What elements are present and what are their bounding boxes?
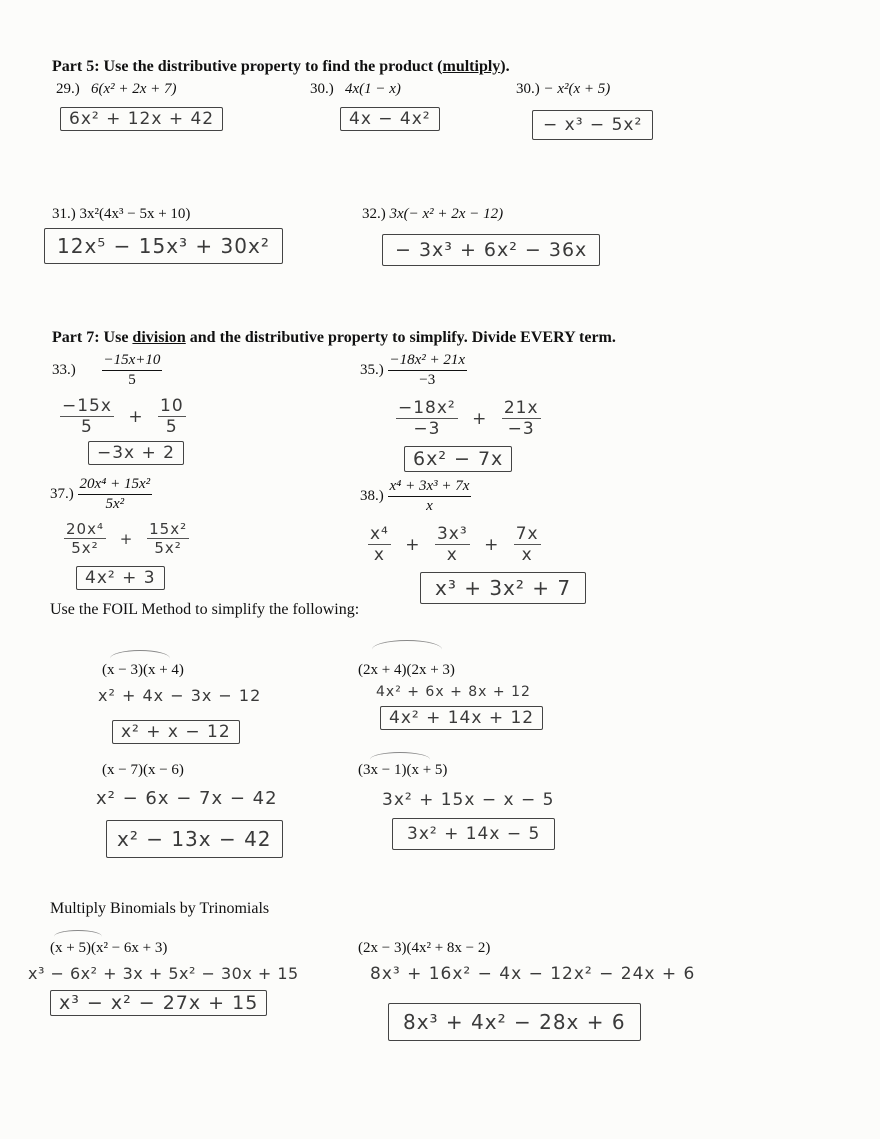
- work-38: $\frac{\text{x⁴}}{x}$ + $\frac{\text{3x³}}{x}$ + $\frac{7x}{x}$: [370, 524, 539, 565]
- trinomial-answer-2: 8x³ + 4x² − 28x + 6: [388, 1003, 641, 1041]
- trinomial-work-2: 8x³ + 16x² − 4x − 12x² − 24x + 6: [370, 964, 696, 984]
- trinomial-problem-1: (x + 5)(x² − 6x + 3): [50, 940, 168, 956]
- problem-38: 38.) $\frac{\text{x⁴ + 3x³ + 7x}}{x}$: [360, 478, 470, 514]
- answer-38: x³ + 3x² + 7: [420, 572, 586, 604]
- foil-work-3: x² − 6x − 7x − 42: [96, 788, 278, 809]
- answer-35: 6x² − 7x: [404, 446, 512, 472]
- work-33: $\frac{-15x}{5}$ + $\frac{10}{5}$: [62, 396, 184, 437]
- part7-heading-keyword: division: [132, 329, 186, 346]
- trinomial-work-1: x³ − 6x² + 3x + 5x² − 30x + 15: [28, 964, 299, 983]
- answer-37: 4x² + 3: [76, 566, 165, 590]
- foil-problem-2: (2x + 4)(2x + 3): [358, 662, 455, 678]
- foil-problem-1: (x − 3)(x + 4): [102, 662, 184, 678]
- trinomial-answer-1: x³ − x² − 27x + 15: [50, 990, 267, 1016]
- foil-problem-3: (x − 7)(x − 6): [102, 762, 184, 778]
- foil-answer-3: x² − 13x − 42: [106, 820, 283, 858]
- problem-32: 32.) 3x(− x² + 2x − 12): [362, 206, 504, 222]
- problem-35-fraction: $\frac{\text{−18x² + 21x}}{-3}$: [389, 352, 466, 388]
- part5-heading-keyword: multiply: [442, 58, 501, 75]
- foil-heading: Use the FOIL Method to simplify the following:: [50, 601, 360, 618]
- work-35: $\frac{\text{−18x²}}{-3}$ + $\frac{21x}{-3}$: [398, 398, 539, 439]
- trinomial-problem-2: (2x − 3)(4x² + 8x − 2): [358, 940, 491, 956]
- trinomials-heading: Multiply Binomials by Trinomials: [50, 900, 270, 917]
- foil-work-2: 4x² + 6x + 8x + 12: [376, 684, 531, 700]
- foil-answer-4: 3x² + 14x − 5: [392, 818, 555, 850]
- problem-30b: 30.) − x²(x + 5): [516, 81, 611, 97]
- foil-work-4: 3x² + 15x − x − 5: [382, 790, 555, 810]
- problem-31: 31.) 3x²(4x³ − 5x + 10): [52, 206, 191, 222]
- work-37: $\frac{\text{20x⁴}}{\text{5x²}}$ + $\frac{\text{15x²}}{\text{5x²}}$: [66, 520, 188, 557]
- foil-work-1: x² + 4x − 3x − 12: [98, 686, 262, 705]
- part7-heading: Part 7: Use division and the distributive property to simplify. Divide EVERY term.: [52, 329, 616, 346]
- foil-problem-4: (3x − 1)(x + 5): [358, 762, 448, 778]
- problem-29: 29.) 6(x² + 2x + 7): [56, 81, 177, 97]
- problem-35: 35.) $\frac{\text{−18x² + 21x}}{-3}$: [360, 352, 466, 388]
- problem-33: 33.) $\frac{-15x+10}{5}$: [52, 352, 161, 388]
- problem-33-fraction: $\frac{-15x+10}{5}$: [103, 352, 161, 388]
- part5-heading: Part 5: Use the distributive property to find the product (multiply).: [52, 58, 510, 75]
- answer-30b: − x³ − 5x²: [532, 110, 653, 140]
- problem-37: 37.) $\frac{\text{20x⁴ + 15x²}}{\text{5x²}}$: [50, 476, 151, 512]
- foil-arc-decoration: [372, 640, 442, 659]
- foil-answer-1: x² + x − 12: [112, 720, 240, 744]
- foil-answer-2: 4x² + 14x + 12: [380, 706, 543, 730]
- answer-29: 6x² + 12x + 42: [60, 107, 223, 131]
- answer-30a: 4x − 4x²: [340, 107, 440, 131]
- answer-33: −3x + 2: [88, 441, 184, 465]
- problem-30a: 30.) 4x(1 − x): [310, 81, 401, 97]
- answer-31: 12x⁵ − 15x³ + 30x²: [44, 228, 283, 264]
- answer-32: − 3x³ + 6x² − 36x: [382, 234, 600, 266]
- problem-38-fraction: $\frac{\text{x⁴ + 3x³ + 7x}}{x}$: [389, 478, 470, 514]
- problem-37-fraction: $\frac{\text{20x⁴ + 15x²}}{\text{5x²}}$: [79, 476, 151, 512]
